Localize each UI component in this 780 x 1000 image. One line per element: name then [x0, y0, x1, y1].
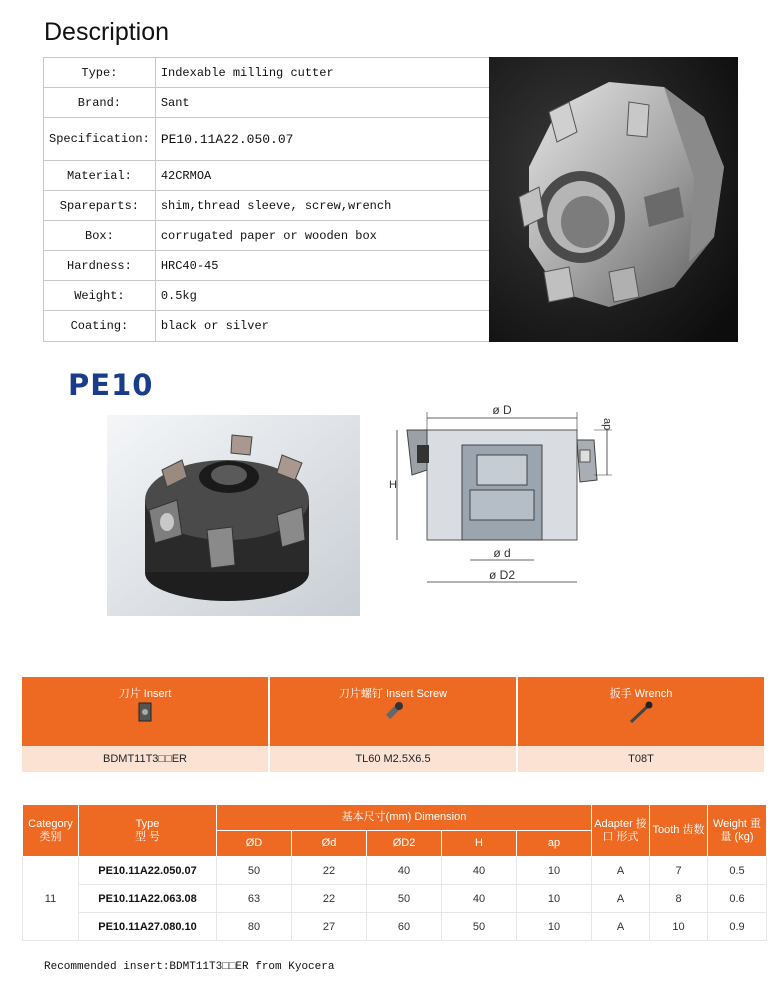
- od2-value: 40: [367, 857, 442, 885]
- table-row: [23, 913, 767, 941]
- dimension-table: [22, 804, 767, 941]
- spec-table: [43, 57, 492, 342]
- tooth-value: 10: [650, 913, 708, 941]
- spec-value: shim,thread sleeve, screw,wrench: [155, 191, 491, 221]
- spec-label: Weight:: [44, 281, 156, 311]
- od-value: 50: [217, 857, 292, 885]
- spec-value: 42CRMOA: [155, 161, 491, 191]
- d-value: 22: [292, 857, 367, 885]
- screw-icon: [382, 701, 404, 723]
- ap-value: 10: [517, 857, 592, 885]
- insert-value: BDMT11T3□□ER: [22, 746, 269, 772]
- adapter-value: A: [592, 885, 650, 913]
- spec-label: Brand:: [44, 88, 156, 118]
- description-title: Description: [44, 18, 170, 46]
- ap-value: 10: [517, 885, 592, 913]
- sub-header-h: H: [442, 831, 517, 857]
- insert-icon: [138, 701, 152, 723]
- table-row: [44, 251, 492, 281]
- d-value: 22: [292, 885, 367, 913]
- tooth-value: 8: [650, 885, 708, 913]
- sub-header-od: ØD: [217, 831, 292, 857]
- wrench-header: [517, 677, 765, 746]
- tooth-value: 7: [650, 857, 708, 885]
- dimension-header: 基本尺寸(mm) Dimension: [217, 805, 592, 831]
- spec-label: Specification:: [44, 118, 156, 161]
- screw-value: TL60 M2.5X6.5: [269, 746, 517, 772]
- screw-header: [269, 677, 517, 746]
- h-value: 50: [442, 913, 517, 941]
- sub-header-od2: ØD2: [367, 831, 442, 857]
- screw-header-cn: 刀片螺钉: [338, 688, 383, 700]
- spec-label: Material:: [44, 161, 156, 191]
- spec-value: Indexable milling cutter: [155, 58, 491, 88]
- table-row: [44, 221, 492, 251]
- table-row: [23, 885, 767, 913]
- dim-od-label: ø D: [492, 403, 512, 417]
- table-row: [44, 58, 492, 88]
- technical-drawing: [382, 400, 617, 590]
- type-header-cn: 型 号: [134, 830, 161, 843]
- table-row: [44, 88, 492, 118]
- table-row: [22, 746, 765, 772]
- spec-value: HRC40-45: [155, 251, 491, 281]
- table-row: [44, 281, 492, 311]
- table-row: [44, 311, 492, 342]
- wrench-value: T08T: [517, 746, 765, 772]
- type-header-en: Type: [135, 817, 160, 830]
- insert-header-en: Insert: [143, 688, 172, 700]
- table-row: [44, 118, 492, 161]
- table-row: [44, 191, 492, 221]
- h-value: 40: [442, 857, 517, 885]
- category-value: 11: [23, 857, 79, 941]
- adapter-value: A: [592, 857, 650, 885]
- spec-value: Sant: [155, 88, 491, 118]
- wrench-header-cn: 扳手: [609, 688, 632, 700]
- spec-label: Hardness:: [44, 251, 156, 281]
- type-value: PE10.11A22.050.07: [79, 857, 217, 885]
- d-value: 27: [292, 913, 367, 941]
- table-row: [23, 805, 767, 831]
- table-row: [23, 857, 767, 885]
- dim-h-label: H: [389, 479, 397, 491]
- type-value: PE10.11A22.063.08: [79, 885, 217, 913]
- od2-value: 50: [367, 885, 442, 913]
- spec-label: Coating:: [44, 311, 156, 342]
- wrench-icon: [628, 701, 654, 725]
- dim-ap-label: ap: [601, 418, 613, 431]
- category-header: Category 类别: [23, 805, 79, 857]
- od-value: 80: [217, 913, 292, 941]
- dim-d-label: ø d: [493, 546, 511, 560]
- spec-label: Type:: [44, 58, 156, 88]
- h-value: 40: [442, 885, 517, 913]
- insert-header: [22, 677, 269, 746]
- spec-value: black or silver: [155, 311, 491, 342]
- weight-header: Weight 重量 (kg): [708, 805, 767, 857]
- cutter-render: [107, 415, 360, 616]
- spec-value: corrugated paper or wooden box: [155, 221, 491, 251]
- weight-value: 0.9: [708, 913, 767, 941]
- table-row: [22, 677, 765, 746]
- type-value: PE10.11A27.080.10: [79, 913, 217, 941]
- accessories-table: [22, 677, 766, 772]
- sub-header-ap: ap: [517, 831, 592, 857]
- adapter-value: A: [592, 913, 650, 941]
- tooth-header: Tooth 齿数: [650, 805, 708, 857]
- spec-value: PE10.11A22.050.07: [155, 118, 491, 161]
- weight-value: 0.5: [708, 857, 767, 885]
- adapter-header: Adapter 接口 形式: [592, 805, 650, 857]
- od-value: 63: [217, 885, 292, 913]
- cutter-photo: [489, 57, 738, 342]
- recommended-insert-note: Recommended insert:BDMT11T3□□ER from Kyocera: [44, 961, 335, 973]
- spec-value: 0.5kg: [155, 281, 491, 311]
- insert-header-cn: 刀片: [118, 688, 141, 700]
- screw-header-en: Insert Screw: [385, 688, 448, 700]
- spec-label: Box:: [44, 221, 156, 251]
- table-row: [44, 161, 492, 191]
- wrench-header-en: Wrench: [634, 688, 673, 700]
- dim-d2-label: ø D2: [488, 568, 516, 582]
- od2-value: 60: [367, 913, 442, 941]
- spec-label: Spareparts:: [44, 191, 156, 221]
- type-header: [79, 805, 217, 857]
- ap-value: 10: [517, 913, 592, 941]
- weight-value: 0.6: [708, 885, 767, 913]
- sub-header-d: Ød: [292, 831, 367, 857]
- series-title: PE10: [68, 368, 154, 402]
